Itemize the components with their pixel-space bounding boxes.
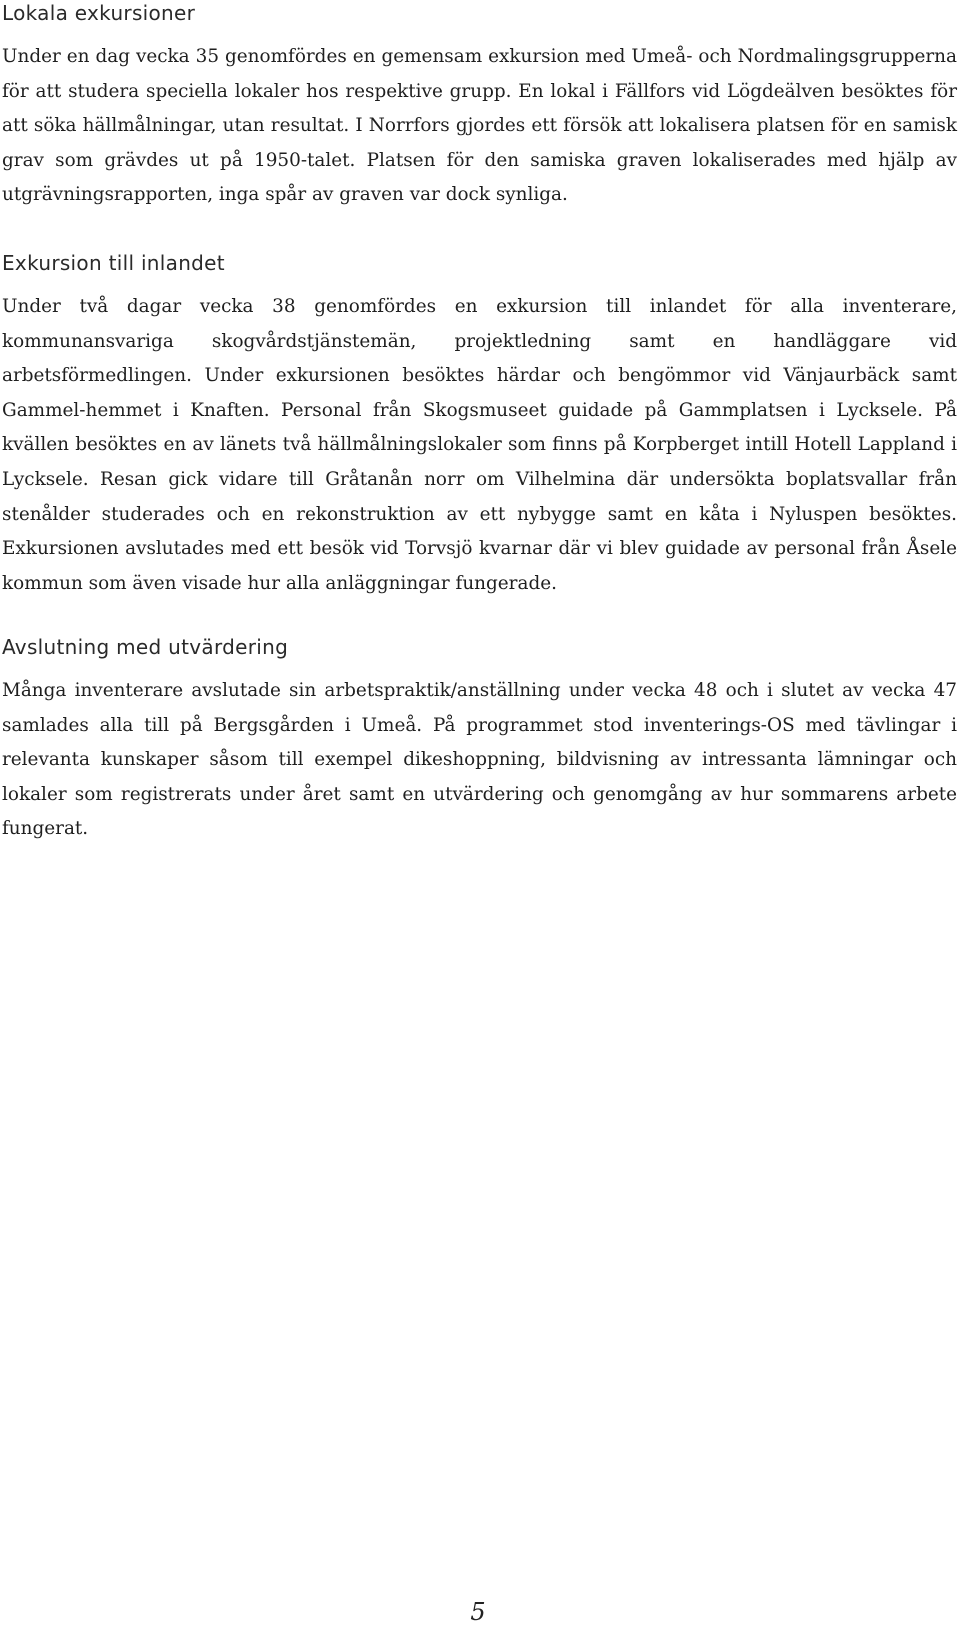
section-avslutning-med-utvardering (2, 634, 957, 847)
page-number-value: 5 (470, 1598, 486, 1626)
page-number (0, 1598, 960, 1626)
section-exkursion-till-inlandet (2, 250, 957, 601)
section-heading: Exkursion till inlandet (2, 251, 225, 275)
section-heading: Avslutning med utvärdering (2, 635, 289, 659)
section-paragraph: Under en dag vecka 35 genomfördes en gemensam exkursion med Umeå- och Nordmalingsgrupperna för att studera speciella lokaler hos respektive grupp. En lokal i Fällfors vid Lögdeälven besöktes för att söka hällmålningar, utan resultat. I Norrfors gjordes ett försök att lokalisera platsen för en samisk grav som grävdes ut på 1950-talet. Platsen för den samiska graven lokaliserades med hjälp av utgrävningsrapporten, inga spår av graven var dock synliga. (2, 46, 957, 206)
section-paragraph: Många inventerare avslutade sin arbetspraktik/anställning under vecka 48 och i slutet av vecka 47 samlades alla till på Bergsgården i Umeå. På programmet stod inventerings-OS med tävlingar i relevanta kunskaper såsom till exempel dikeshoppning, bildvisning av intressanta lämningar och lokaler som registrerats under året samt en utvärdering och genomgång av hur sommarens arbete fungerat. (2, 680, 957, 840)
section-paragraph: Under två dagar vecka 38 genomfördes en exkursion till inlandet för alla inventerare, kommunansvariga skogvårdstjänstemän, projektledning samt en handläggare vid arbetsförmedlingen. Under exkursionen besöktes härdar och bengömmor vid Vänjaurbäck samt Gammel-hemmet i Knaften. Personal från Skogsmuseet guidade på Gammplatsen i Lycksele. På kvällen besöktes en av länets två hällmålningslokaler som finns på Korpberget intill Hotell Lappland i Lycksele. Resan gick vidare till Gråtanån norr om Vilhelmina där undersökta boplatsvallar från stenålder studerades och en rekonstruktion av ett nybygge samt en kåta i Nyluspen besöktes. Exkursionen avslutades med ett besök vid Torvsjö kvarnar där vi blev guidade av personal från Åsele kommun som även visade hur alla anläggningar fungerade. (2, 296, 957, 594)
section-heading: Lokala exkursioner (2, 1, 196, 25)
section-lokala-exkursioner (2, 0, 957, 213)
